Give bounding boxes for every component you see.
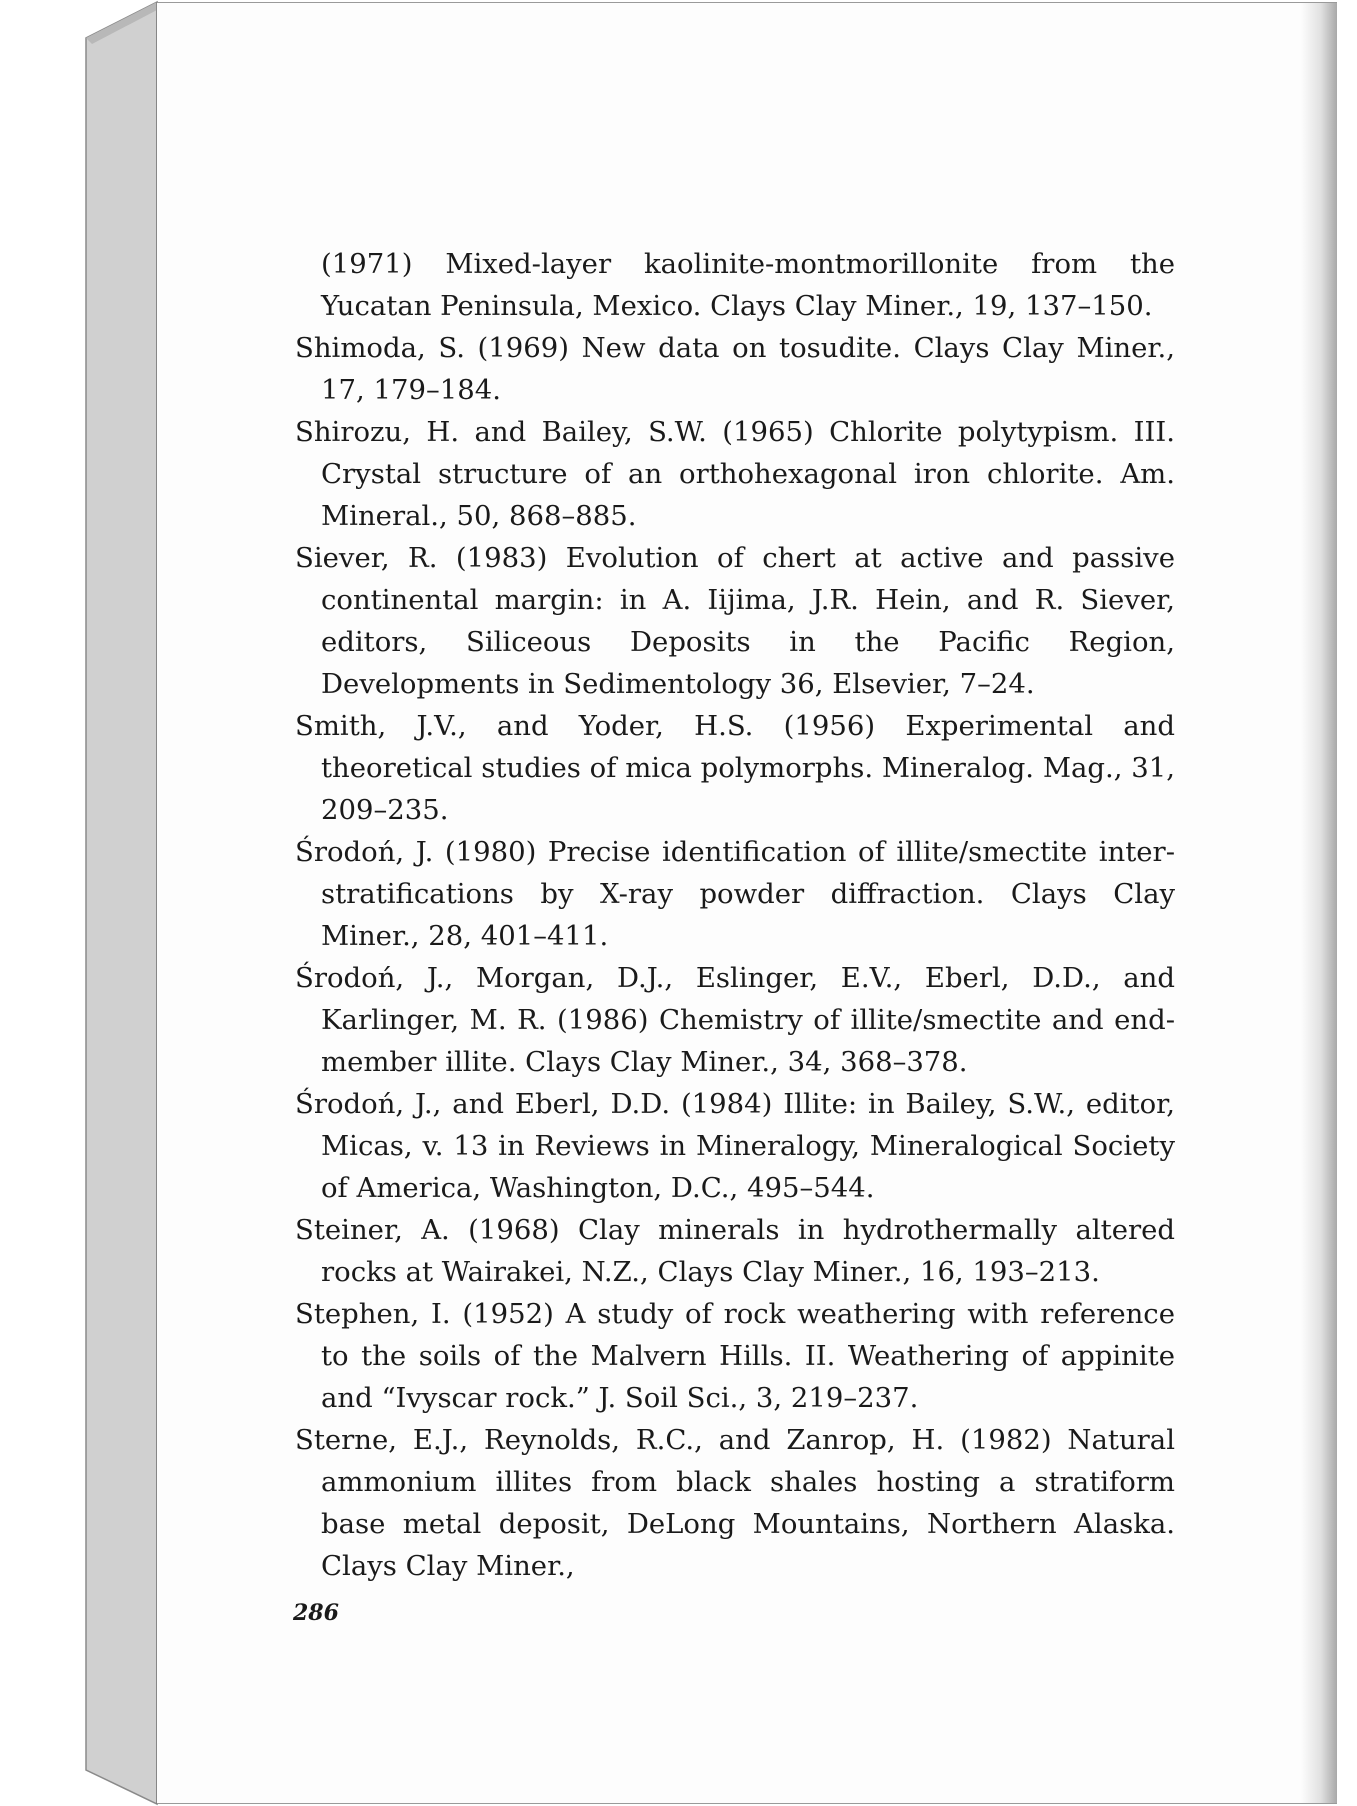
page-number: 286 bbox=[293, 1600, 339, 1626]
reference-entry: Steiner, A. (1968) Clay minerals in hydrothermally altered rocks at Wairakei, N.Z., Clays Clay Miner., 16, 193–213. bbox=[295, 1214, 1175, 1288]
page-edge-shadow bbox=[1301, 3, 1337, 1803]
reference-entry: Shimoda, S. (1969) New data on tosudite. Clays Clay Miner., 17, 179–184. bbox=[295, 332, 1175, 406]
reference-entry: (1971) Mixed-layer kaolinite-montmorillonite from the Yucatan Peninsula, Mexico. Clays Clay Miner., 19, 137–150. bbox=[321, 248, 1175, 322]
reference-entry: Środoń, J. (1980) Precise identification of illite/smectite inter-stratifications by X-ray powder diffraction. Clays Clay Miner., 28, 401–411. bbox=[295, 836, 1175, 952]
reference-entry: Shirozu, H. and Bailey, S.W. (1965) Chlorite polytypism. III. Crystal structure of an orthohexagonal iron chlorite. Am. Mineral., 50, 868–885. bbox=[295, 416, 1175, 532]
reference-entry: Środoń, J., and Eberl, D.D. (1984) Illite: in Bailey, S.W., editor, Micas, v. 13 in Reviews in Mineralogy, Mineralogical Society of America, Washington, D.C., 495–544. bbox=[295, 1088, 1175, 1204]
reference-list bbox=[295, 243, 1175, 1587]
reference-entry: Smith, J.V., and Yoder, H.S. (1956) Experimental and theoretical studies of mica polymorphs. Mineralog. Mag., 31, 209–235. bbox=[295, 710, 1175, 826]
reference-entry: Sterne, E.J., Reynolds, R.C., and Zanrop, H. (1982) Natural ammonium illites from black shales hosting a stratiform base metal deposit, DeLong Mountains, Northern Alaska. Clays Clay Miner., bbox=[295, 1424, 1175, 1582]
book-page bbox=[157, 2, 1337, 1804]
reference-entry: Środoń, J., Morgan, D.J., Eslinger, E.V., Eberl, D.D., and Karlinger, M. R. (1986) Chemistry of illite/smectite and end-member illite. Clays Clay Miner., 34, 368–378. bbox=[295, 962, 1175, 1078]
reference-entry: Stephen, I. (1952) A study of rock weathering with reference to the soils of the Malvern Hills. II. Weathering of appinite and “Ivyscar rock.” J. Soil Sci., 3, 219–237. bbox=[295, 1298, 1175, 1414]
reference-entry: Siever, R. (1983) Evolution of chert at active and passive continental margin: in A. Iijima, J.R. Hein, and R. Siever, editors, Siliceous Deposits in the Pacific Region, Developments in Sedimentology 36, Elsevier, 7–24. bbox=[295, 542, 1175, 700]
